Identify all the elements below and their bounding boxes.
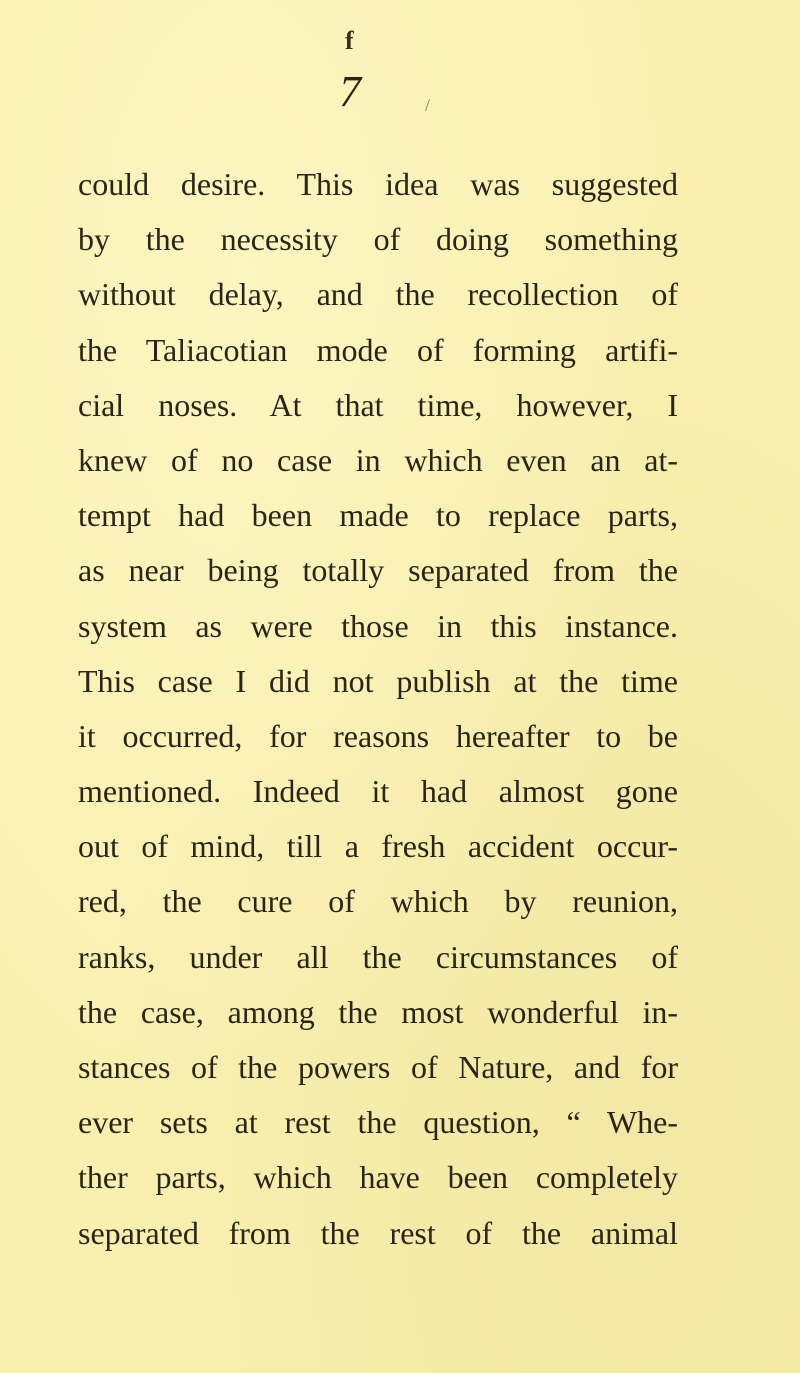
text-line: This case I did not publish at the time: [78, 662, 678, 699]
text-line: separated from the rest of the animal: [78, 1214, 678, 1251]
top-margin-mark: f: [345, 26, 354, 55]
text-line: mentioned. Indeed it had almost gone: [78, 773, 678, 810]
text-line: the case, among the most wonderful in-: [78, 993, 678, 1030]
text-line: it occurred, for reasons hereafter to be: [78, 717, 678, 754]
text-line: ther parts, which have been completely: [78, 1159, 678, 1196]
stray-mark: /: [425, 95, 431, 115]
text-line: red, the cure of which by reunion,: [78, 883, 678, 920]
text-line: ranks, under all the circumstances of: [78, 938, 678, 975]
text-line: ever sets at rest the question, “ Whe-: [78, 1104, 678, 1141]
text-line: knew of no case in which even an at-: [78, 441, 678, 478]
text-line: tempt had been made to replace parts,: [78, 497, 678, 534]
text-line: out of mind, till a fresh accident occur-: [78, 828, 678, 865]
text-line: as near being totally separated from the: [78, 552, 678, 589]
text-line: system as were those in this instance.: [78, 607, 678, 644]
text-line: the Taliacotian mode of forming artifi-: [78, 331, 678, 368]
text-line: stances of the powers of Nature, and for: [78, 1049, 678, 1085]
page-number: 7: [339, 67, 361, 116]
text-line: cial noses. At that time, however, I: [78, 386, 678, 423]
body-text: [78, 157, 678, 1261]
text-line: could desire. This idea was suggested: [78, 166, 678, 202]
text-line: by the necessity of doing something: [78, 221, 678, 258]
text-line: without delay, and the recollection of: [78, 276, 678, 313]
